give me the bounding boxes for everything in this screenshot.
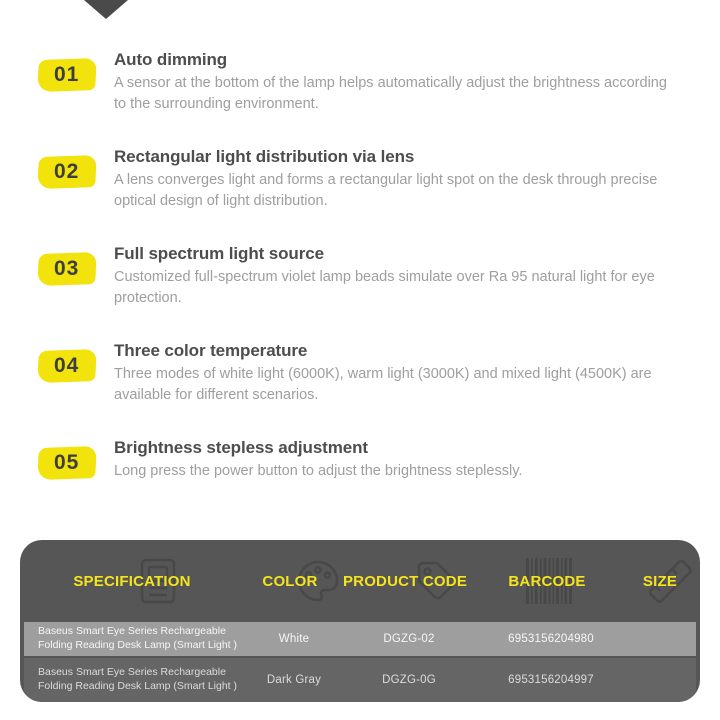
feature-description: A lens converges light and forms a rectangular light spot on the desk through precise optical design of light distribution. <box>114 171 658 210</box>
feature-description: A sensor at the bottom of the lamp helps automatically adjust the brightness according to the surrounding environment. <box>114 75 667 113</box>
cell-color: White <box>278 633 310 646</box>
spec-table-header <box>20 540 700 622</box>
feature-text <box>114 438 522 482</box>
header-specification <box>20 540 244 622</box>
table-row-dark-gray <box>24 658 696 702</box>
feature-description: Long press the power button to adjust the brightness steplessly. <box>114 462 523 479</box>
cell-specification: Baseus Smart Eye Series Rechargeable Folding Reading Desk Lamp (Smart Light ) <box>38 666 238 693</box>
feature-text <box>114 147 670 213</box>
feature-item-auto-dimming <box>38 50 720 116</box>
spec-table <box>20 540 700 702</box>
header-size <box>620 540 700 622</box>
cell-product-code: DGZG-0G <box>382 674 436 687</box>
header-label: BARCODE <box>508 572 586 590</box>
cell-color: Dark Gray <box>266 674 322 687</box>
header-product-code <box>336 540 474 622</box>
feature-title: Auto dimming <box>114 50 228 69</box>
feature-item-color-temperature <box>38 341 720 407</box>
feature-number-badge <box>37 155 97 189</box>
feature-description: Three modes of white light (6000K), warm light (3000K) and mixed light (4500K) are available for different scenarios. <box>114 365 652 404</box>
header-color <box>244 540 336 622</box>
table-row-white <box>24 622 696 656</box>
feature-title: Rectangular light distribution via lens <box>114 146 415 166</box>
feature-description: Customized full-spectrum violet lamp beads simulate over Ra 95 natural light for eye protection. <box>114 268 655 307</box>
feature-number-badge <box>37 446 97 480</box>
feature-title: Full spectrum light source <box>114 243 324 263</box>
feature-number: 05 <box>54 450 80 474</box>
header-label: COLOR <box>262 572 318 590</box>
feature-item-full-spectrum <box>38 244 720 310</box>
cell-product-code: DGZG-02 <box>383 633 435 646</box>
feature-text <box>114 341 670 407</box>
feature-number-badge <box>37 252 97 286</box>
feature-number: 04 <box>54 353 80 377</box>
feature-number-badge <box>37 58 97 92</box>
feature-number: 01 <box>54 63 80 87</box>
cell-barcode: 6953156204980 <box>508 633 594 646</box>
feature-number: 03 <box>54 256 80 280</box>
feature-number: 02 <box>54 159 80 183</box>
header-label: PRODUCT CODE <box>342 572 468 590</box>
header-label: SIZE <box>642 572 678 590</box>
cell-barcode: 6953156204997 <box>508 674 594 687</box>
feature-text <box>114 244 670 310</box>
header-label: SPECIFICATION <box>73 572 191 590</box>
feature-title: Three color temperature <box>114 340 308 360</box>
spec-table-rows <box>24 622 696 702</box>
feature-item-rectangular-light <box>38 147 720 213</box>
feature-item-stepless-adjustment <box>38 438 720 482</box>
feature-title: Brightness stepless adjustment <box>114 437 368 457</box>
feature-text <box>114 50 670 116</box>
header-barcode <box>474 540 620 622</box>
feature-number-badge <box>37 349 97 383</box>
cell-specification: Baseus Smart Eye Series Rechargeable Folding Reading Desk Lamp (Smart Light ) <box>38 625 238 652</box>
